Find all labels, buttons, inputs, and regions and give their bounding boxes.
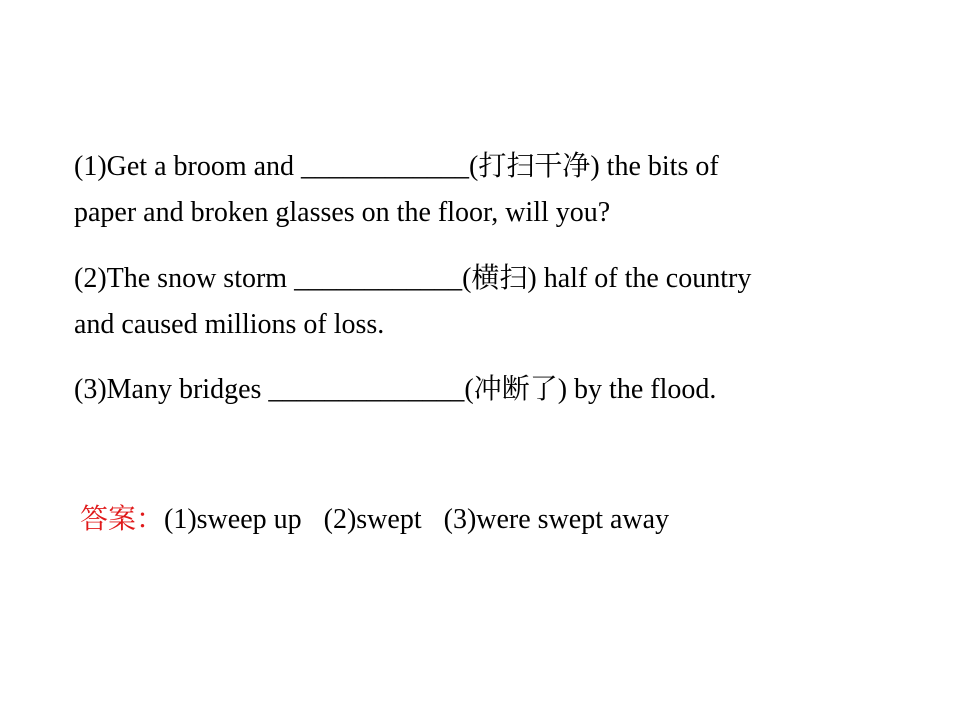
question-1-line-1: (1)Get a broom and ____________(打扫干净) the bits of xyxy=(74,151,719,182)
question-2 xyxy=(74,256,874,348)
question-3 xyxy=(74,367,874,413)
question-2-line-1: (2)The snow storm ____________(横扫) half of the country xyxy=(74,263,752,294)
question-2-line-2: and caused millions of loss. xyxy=(74,309,385,340)
answer-item-2: (2)swept xyxy=(323,504,422,535)
answer-item-1: (1)sweep up xyxy=(164,504,302,535)
answer-label: 答案： xyxy=(80,504,165,535)
answer-line xyxy=(80,497,669,543)
question-3-line-1: (3)Many bridges ______________(冲断了) by the flood. xyxy=(74,374,717,405)
question-1-line-2: paper and broken glasses on the floor, will you? xyxy=(74,197,611,228)
answer-item-3: (3)were swept away xyxy=(443,504,670,535)
question-1 xyxy=(74,144,874,236)
